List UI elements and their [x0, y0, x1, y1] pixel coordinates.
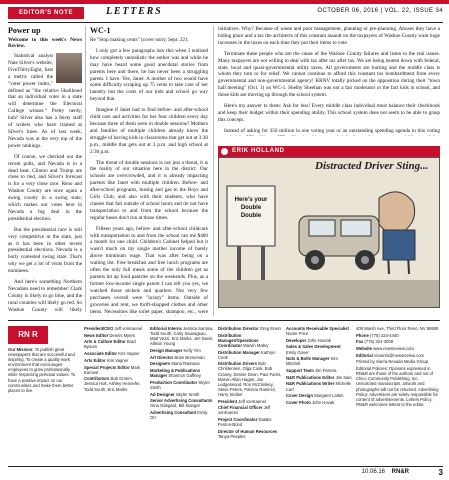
- staff-entry: [218, 361, 282, 397]
- staff-role: Accounts Receivable Specialist: [286, 326, 349, 331]
- editorial-cartoon: [218, 146, 440, 308]
- mission-block: [8, 347, 80, 393]
- staff-name: John Hovak: [312, 399, 335, 405]
- staff-name: Skyler Smith: [175, 391, 200, 397]
- staff-role: Chief Financial Officer: [218, 405, 264, 411]
- staff-entry: [218, 350, 282, 360]
- rnr-logo: RN R: [8, 326, 48, 344]
- editors-note-p: Welcome to this week's News Review.: [8, 37, 82, 49]
- staff-role: News Editor: [84, 332, 110, 338]
- staff-entry: [218, 429, 282, 439]
- page-header: [8, 7, 443, 19]
- staff-name: Jeff vonKaenel: [114, 326, 143, 331]
- staff-entry: [218, 333, 282, 348]
- staff-name: Shannon Gaffney: [168, 373, 201, 379]
- staff-role: Distribution Director: [218, 326, 260, 331]
- staff-entry: [84, 326, 146, 331]
- staff-list-1: [84, 326, 146, 393]
- masthead: [8, 320, 440, 465]
- letters-column: [90, 26, 208, 316]
- letter-p: Instead of asking for 350 million in one voting year or an outstanding spending agenda in this voting: [224, 127, 440, 134]
- staff-role: Production Coordinator: [150, 379, 199, 385]
- staff-name: Kris Vagner: [118, 351, 140, 357]
- staff-name: Kim Mitchell: [286, 356, 338, 367]
- staff-name: Gina Odegard, Bill Stanger: [150, 403, 201, 409]
- staff-entry: [84, 365, 146, 375]
- staff-entry: [150, 368, 214, 378]
- staff-entry: [286, 338, 352, 343]
- staff-entry: [286, 356, 352, 366]
- cartoon-drawing: [219, 158, 439, 308]
- letter-p: Imagine if Janet had to find before- and after-school child care and activities for her four children every day because three of them were in double sessions? Mothers and families of multiple children already know the struggle of having kids in classrooms that get out at 3:30 p.m., middle that gets out at 3 p.m. and high school at 2:30 p.m.: [90, 107, 208, 155]
- staff-entry: [286, 368, 352, 373]
- staff-role: Project Coordinator: [218, 417, 259, 423]
- staff-name: Greg Erwin: [259, 326, 281, 331]
- staff-name: Kris Vagner: [106, 357, 129, 363]
- staff-role: Distribution Manager/Operations Coordinator: [218, 332, 259, 348]
- section-title: LETTERS: [106, 6, 163, 17]
- staff-name: Tanya Peeples: [218, 433, 246, 439]
- footer-publication: RN&R: [391, 469, 409, 475]
- page-number: 3: [438, 468, 443, 477]
- staff-entry: [84, 339, 146, 349]
- staff-role: Editorial Interns: [150, 326, 184, 331]
- cartoon-header: [218, 146, 440, 157]
- column-divider: [213, 26, 214, 316]
- staff-name: Bob Grimm, Jessica Holt, Ashley Hennefer, Todd South, Eric Marks: [84, 376, 141, 392]
- header-rule: [8, 22, 443, 23]
- staff-entry: [150, 326, 214, 346]
- staff-role: Nuts & Bolts Manager: [286, 356, 331, 362]
- cartoon-sign: Here's your Double Double: [234, 197, 268, 219]
- issue-line: OCTOBER 06, 2016 | VOL. 22, ISSUE 34: [317, 8, 443, 14]
- letter-headline: WC-1: [90, 26, 111, 35]
- staff-name: Skyler Smith: [150, 379, 211, 390]
- staff-role: Associate Editor: [84, 351, 119, 357]
- fax: (775) 324-3008: [364, 339, 394, 345]
- footer-date: 10.06.16: [361, 469, 385, 475]
- staff-name: Brian Breneman: [174, 354, 205, 360]
- staff-role: Marketing & Publications Manager: [150, 368, 201, 379]
- staff-entry: [84, 351, 146, 356]
- staff-name: Nicole Price: [286, 331, 309, 337]
- cartoon-artist: ERIK HOLLAND: [232, 148, 285, 154]
- staff-list-4: [286, 326, 352, 407]
- staff-list-3: [218, 326, 282, 441]
- staff-name: Emily Orr: [150, 410, 208, 421]
- staff-role: Designers: [150, 361, 172, 367]
- mission-text: To publish great newspapers that are successful and inspiring. To create a quality work environment that encourages employees to grow professionally while respecting personal values. To have a positive impact on our communities and make them better places to live.: [8, 347, 76, 393]
- staff-entry: [84, 376, 146, 391]
- staff-role: N&R Publications Writer: [286, 381, 336, 387]
- staff-role: N&R Publications Editor: [286, 374, 336, 380]
- masthead-rule: [8, 320, 440, 321]
- staff-name: John Hovrak: [307, 337, 331, 343]
- staff-entry: [286, 326, 352, 336]
- staff-entry: [218, 417, 282, 427]
- address: 405 Marsh Ave, Third Floor Reno, NV 89509: [356, 326, 439, 331]
- editors-note-p: And here's something Northern Nevadans need to remember: Clark County is likely to go blue, and the rural counties will likely go red. So Washoe County will likely: [8, 279, 82, 312]
- staff-role: Support Team: [286, 368, 316, 374]
- staff-name: Brad Bynum: [84, 339, 136, 350]
- staff-entry: [150, 355, 214, 360]
- staff-name: Kelly Yim: [183, 347, 201, 353]
- staff-entry: [150, 348, 214, 353]
- staff-entry: [218, 326, 282, 331]
- editorial-email-link[interactable]: renoinfo@newsreview.com: [373, 352, 425, 358]
- cartoon-panel: [218, 157, 440, 308]
- staff-name: Dennis Myers: [109, 332, 135, 338]
- column-divider: [85, 26, 86, 312]
- staff-entry: [84, 358, 146, 363]
- editors-note-p: Of course, we checked out the recent polls, and Nevada is in a dead heat. Clinton and Trump are close to tied, and Silver's forecast is for a very close race. Reno and Washoe County are once again a swing county in a swing state, which makes our votes here in Nevada a big deal in the presidential election.: [8, 153, 82, 222]
- staff-role: Sales & Sales Development: [286, 344, 341, 350]
- letter-p: The threat of double sessions is not just a threat, it is the reality of our situation here in the district. Our schools are overcrowded, and it is already impacting parents like Janet with multiple children. Before- and after-school programs, busing and gas to the Boys and Girls Club, and also with their students, who have classes that fall outside of school hours and do not have transportation to and from the school because the regular buses don't run at those times.: [90, 159, 208, 221]
- staff-name: Jessica Santina, Todd South, Carly Sauvageau, Matt Vezzi, Eric Marks, Jeri Davis, Allison Young: [150, 326, 214, 347]
- letter-p: I only got a few paragraphs into this when I realized how completely unrealistic the author was and while he may have heard some good anecdotal stories from parents here and there, he has never been a struggling parent. I have. Yes, Janet. A mother of two would have some difficulty scraping up 75 cents to take care of her laundry but the costs of our kids and school go way beyond that.: [90, 47, 208, 103]
- staff-name: Jeff vonKaenel: [238, 398, 266, 404]
- staff-role: President: [218, 398, 239, 404]
- letter-p: Re "Stop making cents" (cover story, Sept. 22):: [90, 37, 189, 43]
- staff-role: Cover Photo: [286, 399, 313, 405]
- letter-p: Here's my answer to them: Ask for less! Every middle class individual must balance their checkbook and keep their budget within their spending ability. This school system does not seem to be able to grasp this concept.: [218, 103, 440, 123]
- staff-role: Contributors: [84, 376, 111, 382]
- staff-entry: [218, 399, 282, 404]
- staff-role: Advertising Consultant: [150, 410, 198, 416]
- staff-name: Mark Earnest: [84, 364, 141, 375]
- letter-p: initiatives. Why? Because of waste and poor management, planning or pre-planning. Abuses they have a hiding place and a tax the architects of this constant assault on the taxpayers of Washoe County want huge increases in the taxes on each time they put their items to vote.: [218, 26, 440, 46]
- staff-entry: [286, 375, 352, 380]
- staff-role: Special Projects Editor: [84, 364, 131, 370]
- editors-note-p: Statistical analyst Nate Silver's website, FiveThirtyEight, lists a metric called the "voter power index," defined as "the relative likelihood that an individual voter in a state will determine the Electoral College winner." Pretty nerdy, huh? Silver also has a feisty staff of writers who have trained at Silver's knee. As of last week, Nevada was at the very top of the power rankings.: [8, 53, 82, 149]
- policy-text: Editorial Policies: Opinions expressed in RN&R are those of the authors and not of Chico Community Publishing, Inc. Unsolicited manuscripts, artwork and photographs will not be returned. Advertising Policy: Advertisers are solely responsible for content of advertisements. Letters Policy: RN&R welcomes letters to the editor.: [356, 366, 439, 407]
- editor-photo: [56, 53, 82, 83]
- staff-name: Marvin Mabry: [243, 342, 269, 348]
- staff-role: Developer: [286, 337, 308, 343]
- mission-label: Our Mission:: [8, 347, 34, 352]
- editors-note-p: But the presidential race is still very competitive in the state, just as it has been in other recent presidential elections. Nevada is a hotly contested swing state. That's why we get a lot of visits from the nominees.: [8, 226, 82, 275]
- staff-name: Natalie Fenton-Bond: [218, 417, 272, 428]
- letter-p: Fifteen years ago, before- and after-school childcare with transportation to and from the school ran me $400 a month for one child. Children's Cabinet helped but it wasn't much on my single mother income of barely above minimum wage. That was after being on a waiting list. Free breakfast and free lunch programs are often the only full meals some of the children get as parents hit up food pantries on the weekends. Plus, as a former low-income single parent I can tell you yes, we watched those nickels and quarters. Not very few purchases overall were "luxury" items. Outside of groceries and rent, we thrift-shopped clothes and other items. Necessities like toilet paper, shampoo, etc., were: [90, 225, 208, 315]
- cartoon-title: Distracted Driver Sting...: [315, 160, 429, 172]
- staff-name: Emily Gover: [286, 349, 309, 355]
- staff-name: Jim Sain: [335, 374, 352, 380]
- footer-rule: [8, 466, 443, 467]
- staff-role: Distribution Manager: [218, 349, 262, 355]
- staff-entry: [150, 398, 214, 408]
- phone: (775) 324-4440: [369, 332, 399, 338]
- letter-p: Terminate these people who are the cause of the Washoe County failures and listen to the real issues. Many taxpayers are not willing to deal with tax after tax after tax. We are being beaten down with federal, state, local and quasi-governmental utility taxes. All governments are hurting and the middle class is whom they turn to for relief. We cannot continue to afford this constant tax bombardment from every governmental and non-governmental agency! KRNV totally picked on the opposition during their "town hall meeting" (Oct. 1) on WC-1. Shelby Sheehan was not a fair moderator or the fact kids in school, and those kids are moving up through the school system.: [218, 50, 440, 99]
- staff-entry: [286, 400, 352, 405]
- contact-block: 405 Marsh Ave, Third Floor Reno, NV 89509 Phone (775) 324-4440 Fax (775) 324-3008 Website www.newsreview.com Editorial renoinfo@newsreview.com Printed by Sierra Nevada Media Group Editorial Policies: Opinions expressed in RN&R are those of the authors and not of Chico Community Publishing, Inc. Unsolicited manuscripts, artwork and photographs will not be returned. Advertising Policy: Advertisers are solely responsible for content of advertisements. Letters Policy: RN&R welcomes letters to the editor.: [356, 326, 439, 407]
- editors-note-column: [8, 26, 82, 312]
- staff-entry: [286, 344, 352, 354]
- staff-name: Kathryn Cook: [218, 349, 276, 360]
- staff-role: Cover Design: [286, 393, 315, 399]
- staff-name: Jeff vonKaenel: [218, 405, 271, 416]
- staff-entry: [286, 393, 352, 398]
- website-link[interactable]: www.newsreview.com: [373, 346, 414, 352]
- staff-name: Maria Ratinova: [171, 361, 200, 367]
- staff-entry: [286, 381, 352, 391]
- staff-list-2: [150, 326, 214, 422]
- staff-role: President/CEO: [84, 326, 115, 331]
- editors-note-tag: EDITOR'S NOTE: [8, 7, 84, 19]
- staff-entry: [218, 405, 282, 415]
- staff-entry: [150, 361, 214, 366]
- staff-role: Ad Designer: [150, 391, 176, 397]
- staff-role: Arts & Culture Editor: [84, 339, 127, 345]
- staff-role: Design Manager: [150, 347, 184, 353]
- staff-name: Michelle Carl: [286, 381, 351, 392]
- staff-entry: [84, 333, 146, 338]
- letters-continued-column: [218, 26, 440, 136]
- staff-name: Jim Farrera: [315, 368, 337, 374]
- artist-logo-icon: [221, 148, 228, 155]
- staff-name: Margaret Larkin: [314, 393, 344, 399]
- staff-entry: [150, 380, 214, 390]
- staff-entry: [150, 392, 214, 397]
- staff-role: Distribution Drivers: [218, 361, 259, 367]
- staff-name: Bob Christensen, Olga Cook, Bob Craney, Denise Dean, Paul Farris, Marvin Allan Hagan, Joe Ledgerwood, Ron McCloskey, Steve Peters, Patricia Ramirez, Harry Stoiber: [218, 361, 282, 397]
- staff-entry: [150, 410, 214, 420]
- staff-role: Art Director: [150, 354, 175, 360]
- printer-credit: Printed by Sierra Nevada Media Group: [356, 359, 429, 365]
- editors-note-headline: Power up: [8, 26, 41, 35]
- staff-role: Director of Human Resources: [218, 428, 278, 434]
- staff-role: Arts Editor: [84, 357, 107, 363]
- top-accent-rule: [0, 0, 449, 4]
- staff-role: Senior Advertising Consultants: [150, 398, 213, 404]
